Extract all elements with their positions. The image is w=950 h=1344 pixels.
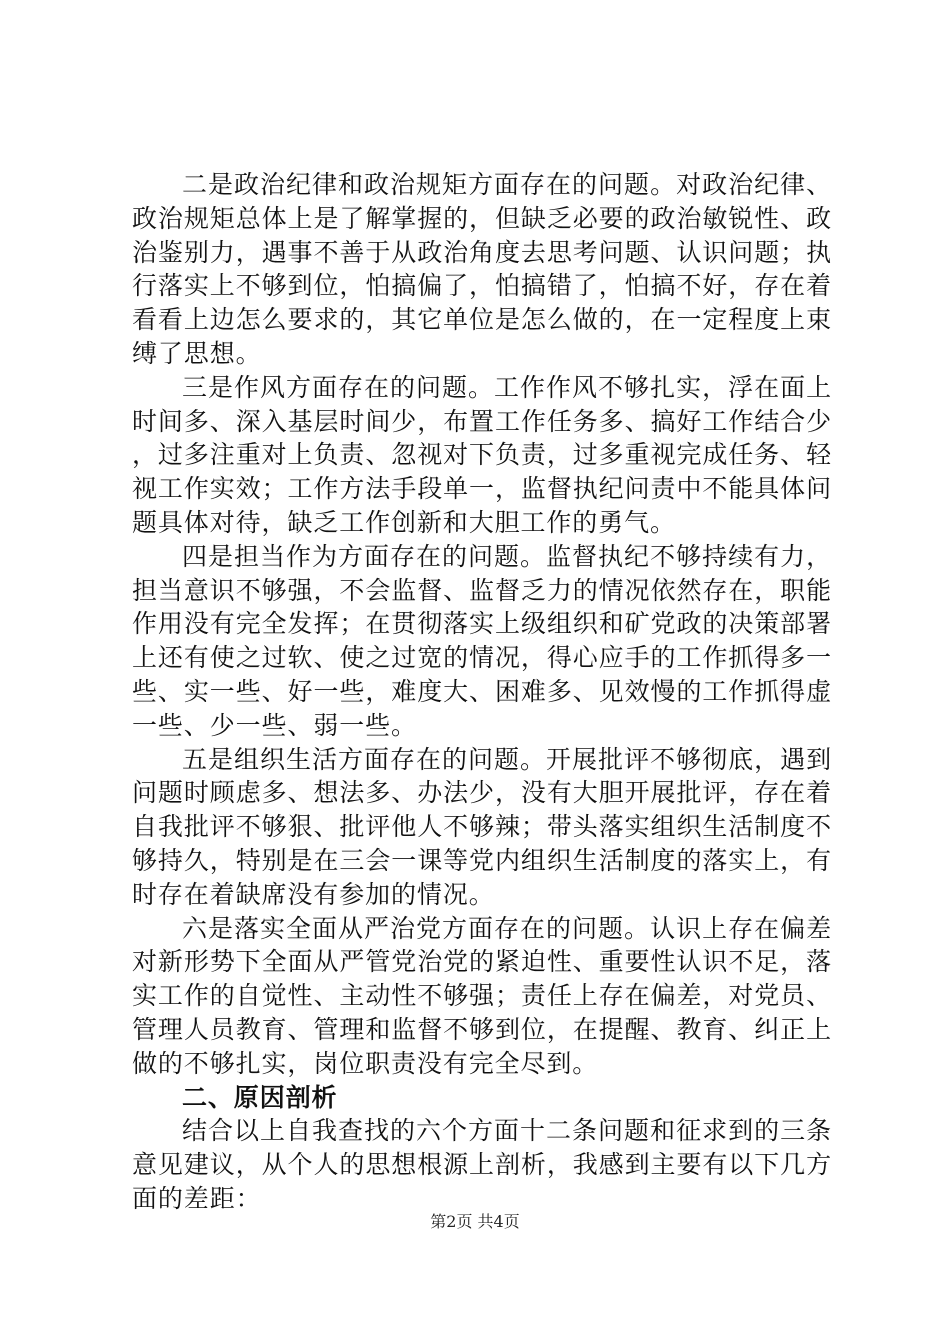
paragraph-responsibility: 四是担当作为方面存在的问题。监督执纪不够持续有力，担当意识不够强，不会监督、监督乏力的情况依然存在，职能作用没有完全发挥；在贯彻落实上级组织和矿党政的决策部署上还有使之过软、使之过宽的情况，得心应手的工作抓得多一些、实一些、好一些，难度大、困难多、见效慢的工作抓得虚一些、少一些、弱一些。: [132, 541, 832, 740]
page-footer: [0, 1212, 950, 1232]
paragraph-work-style: 三是作风方面存在的问题。工作作风不够扎实，浮在面上时间多、深入基层时间少，布置工作任务多、搞好工作结合少，过多注重对上负责、忽视对下负责，过多重视完成任务、轻视工作实效；工作方法手段单一，监督执纪问责中不能具体问题具体对待，缺乏工作创新和大胆工作的勇气。: [132, 372, 832, 537]
paragraph-political-discipline: 二是政治纪律和政治规矩方面存在的问题。对政治纪律、政治规矩总体上是了解掌握的，但缺乏必要的政治敏锐性、政治鉴别力，遇事不善于从政治角度去思考问题、认识问题；执行落实上不够到位，怕搞偏了，怕搞错了，怕搞不好，存在着看看上边怎么要求的，其它单位是怎么做的，在一定程度上束缚了思想。: [132, 170, 832, 368]
document-body: [132, 168, 832, 1216]
paragraph-cause-analysis-intro: 结合以上自我查找的六个方面十二条问题和征求到的三条意见建议，从个人的思想根源上剖析，我感到主要有以下几方面的差距：: [132, 1116, 832, 1213]
paragraph-organizational-life: 五是组织生活方面存在的问题。开展批评不够彻底，遇到问题时顾虑多、想法多、办法少，没有大胆开展批评，存在着自我批评不够狠、批评他人不够辣；带头落实组织生活制度不够持久，特别是在三会一课等党内组织生活制度的落实上，有时存在着缺席没有参加的情况。: [132, 744, 832, 909]
section-heading-cause-analysis: 二、原因剖析: [182, 1082, 338, 1112]
paragraph-strict-governance: 六是落实全面从严治党方面存在的问题。认识上存在偏差对新形势下全面从严管党治党的紧迫性、重要性认识不足，落实工作的自觉性、主动性不够强；责任上存在偏差，对党员、管理人员教育、管理和监督不够到位，在提醒、教育、纠正上做的不够扎实，岗位职责没有完全尽到。: [132, 913, 832, 1078]
page-number-indicator: 第2页 共4页: [430, 1212, 520, 1231]
